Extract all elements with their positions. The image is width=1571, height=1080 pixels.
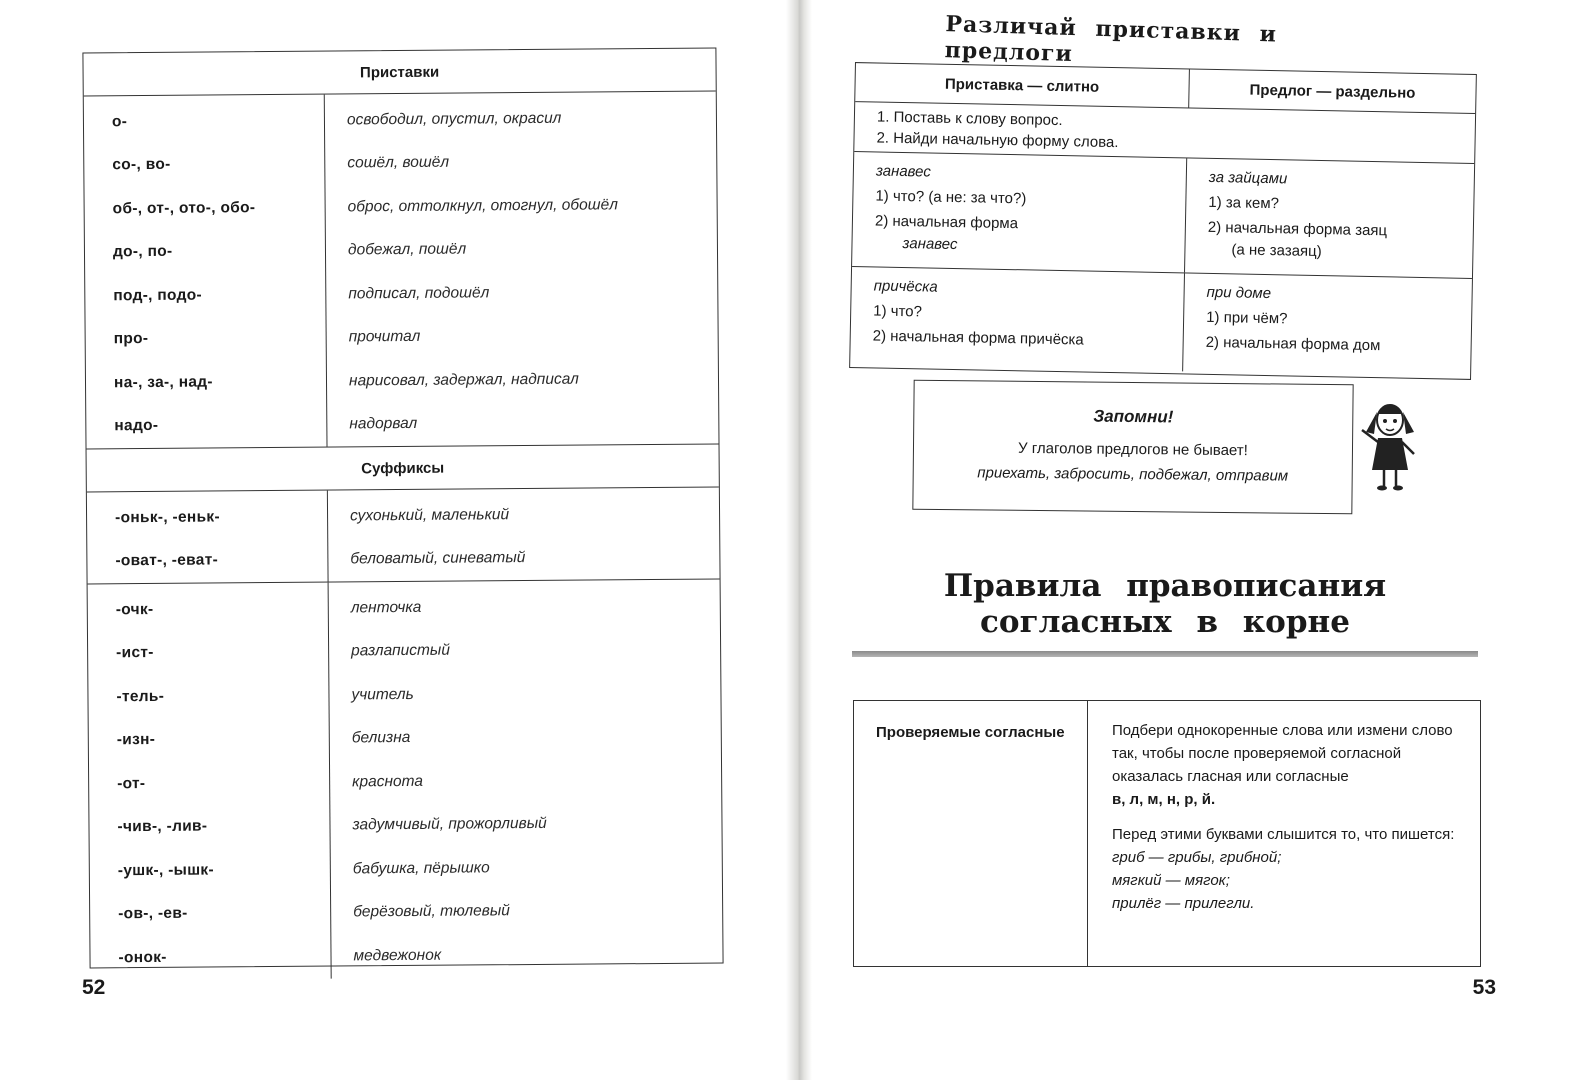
- word: при доме: [1206, 283, 1272, 303]
- suffix-morpheme: -тель-: [116, 687, 165, 706]
- suffix-row: [115, 495, 327, 540]
- prefix-example: [347, 139, 716, 185]
- prefix-example: [347, 96, 716, 142]
- example-text: сухонький, маленький: [349, 505, 510, 525]
- word: причёска: [873, 277, 938, 296]
- line: 1) при чём?: [1205, 308, 1288, 328]
- rule-example: прилёг — прилегли.: [1112, 895, 1255, 912]
- word: занавес: [875, 162, 931, 181]
- suffix-morpheme: -ист-: [116, 644, 154, 662]
- girl-illustration-icon: [1356, 392, 1424, 492]
- line: 1) что? (а не: за что?): [875, 187, 1027, 208]
- suffix-morpheme: -очк-: [115, 600, 154, 619]
- line: 1) за кем?: [1208, 193, 1280, 213]
- prefix-preposition-title: Различай приставки и предлоги: [944, 11, 1278, 68]
- example-text: оброс, оттолкнул, отогнул, обошёл: [347, 196, 618, 216]
- prefix-morpheme: надо-: [114, 417, 159, 435]
- col-prefix-header: Приставка — слитно: [855, 63, 1190, 107]
- rule-example: мягкий — мягок;: [1112, 872, 1230, 889]
- example-text: нарисовал, задержал, надписал: [348, 370, 579, 390]
- prefix-morpheme: о-: [111, 112, 128, 131]
- example-text: прочитал: [348, 328, 421, 346]
- suffix-morpheme: -от-: [117, 774, 146, 793]
- example-text: белизна: [351, 729, 411, 747]
- line: 1) что?: [873, 302, 923, 321]
- example-text: сошёл, вошёл: [347, 153, 450, 172]
- rules-title-line: Правила правописания: [943, 568, 1387, 604]
- prefixes-section: [84, 92, 719, 450]
- suffixes-noun-section: [88, 580, 723, 980]
- suffix-row: [117, 717, 329, 762]
- prefix-row: [114, 360, 326, 405]
- rule-text: Подбери однокоренные слова или измени слово так, чтобы после проверяемой согласной оказалась гласная или согласные: [1112, 722, 1453, 785]
- suffixes-adjective-section: [87, 488, 720, 585]
- suffix-morpheme: -ушк-, -ышк-: [117, 861, 214, 880]
- suffix-row: [117, 761, 329, 806]
- table-row: [850, 267, 1472, 377]
- line: 2) начальная форма заяц: [1207, 218, 1388, 240]
- line: (а не зазаяц): [1231, 241, 1322, 261]
- example-text: разлапистый: [351, 641, 450, 660]
- prefix-row: [113, 273, 325, 318]
- example-text: добежал, пошёл: [347, 240, 467, 259]
- suffix-row: [116, 587, 328, 632]
- suffix-example: [350, 492, 719, 538]
- suffix-morpheme: -оват-, -еват-: [115, 551, 219, 570]
- suffix-row: [118, 891, 330, 936]
- suffix-row: [116, 630, 328, 675]
- remember-title: Запомни!: [1093, 406, 1174, 427]
- word: за зайцами: [1208, 168, 1288, 188]
- prefix-example: [349, 357, 718, 403]
- suffix-example: [352, 714, 721, 760]
- prefix-preposition-table: [849, 62, 1477, 380]
- prefix-example: [348, 270, 717, 316]
- example-text: беловатый, синеватый: [350, 549, 526, 568]
- step-1: 1. Поставь к слову вопрос.: [876, 108, 1063, 130]
- line: 2) начальная форма дом: [1205, 333, 1381, 355]
- example-text: медвежонок: [353, 946, 442, 965]
- prefix-row: [112, 186, 324, 231]
- prefix-morpheme: об-, от-, ото-, обо-: [112, 198, 256, 218]
- prefix-example: [349, 400, 718, 446]
- example-text: освободил, опустил, окрасил: [346, 109, 562, 129]
- example-text: надорвал: [349, 415, 418, 433]
- suffix-morpheme: -оньк-, -еньк-: [114, 508, 220, 527]
- suffix-example: [353, 932, 722, 978]
- page-number-right: 53: [1472, 976, 1496, 999]
- rule-letters: в, л, м, н, р, й.: [1112, 791, 1216, 808]
- suffix-morpheme: -ов-, -ев-: [118, 904, 188, 923]
- suffix-examples-column: [328, 488, 720, 582]
- suffixes-header: Суффиксы: [87, 445, 719, 493]
- prefix-morpheme: под-, подо-: [113, 286, 203, 305]
- suffix-row: [118, 935, 330, 980]
- col-preposition-header: Предлог — раздельно: [1249, 81, 1416, 102]
- preposition-cell: [1183, 273, 1472, 376]
- prefix-example: [347, 183, 716, 229]
- suffix-morpheme: -изн-: [116, 731, 156, 749]
- line: 2) начальная форма причёска: [872, 327, 1084, 349]
- prefix-examples-column: [325, 92, 719, 447]
- remember-box: [912, 380, 1353, 515]
- consonant-rules-title: [880, 568, 1450, 640]
- prefixes-header: Приставки: [83, 49, 715, 97]
- prefix-row: [113, 229, 325, 274]
- suffix-example: [351, 671, 720, 717]
- suffix-row: [116, 674, 328, 719]
- rules-title-line: согласных в корне: [980, 604, 1350, 640]
- rule-text-cell: [1088, 701, 1480, 966]
- suffix-morpheme: -чив-, -лив-: [117, 817, 208, 836]
- example-text: бабушка, пёрышко: [352, 859, 490, 878]
- prefix-morpheme: до-, по-: [112, 243, 173, 261]
- prefix-example: [348, 313, 717, 359]
- step-2: 2. Найди начальную форму слова.: [876, 129, 1119, 152]
- prefix-row: [112, 99, 324, 144]
- prefix-row: [113, 316, 325, 361]
- suffixes-column: [88, 583, 332, 980]
- preposition-cell: [1185, 158, 1474, 277]
- rule-text-2: Перед этими буквами слышится то, что пишется:: [1112, 826, 1455, 843]
- suffix-example: [352, 758, 721, 804]
- example-text: краснота: [352, 772, 424, 791]
- suffixes-column: [87, 491, 329, 584]
- line: 2) начальная форма: [874, 212, 1019, 233]
- rule-name-cell: Проверяемые согласные: [854, 701, 1088, 966]
- prefix-row: [114, 403, 326, 448]
- prefix-example: [348, 226, 717, 272]
- suffix-example: [353, 888, 722, 934]
- example-text: задумчивый, прожорливый: [352, 815, 547, 834]
- line: занавес: [902, 235, 958, 254]
- example-text: подписал, подошёл: [348, 284, 490, 303]
- suffix-example: [352, 801, 721, 847]
- morpheme-table: [82, 48, 723, 969]
- prefix-morpheme: про-: [113, 330, 149, 348]
- suffix-example: [351, 584, 720, 630]
- prefix-cell: [852, 152, 1187, 272]
- suffix-examples-column: [329, 580, 723, 979]
- suffix-row: [115, 538, 327, 583]
- prefix-morpheme: со-, во-: [112, 156, 171, 174]
- suffix-row: [118, 848, 330, 893]
- example-text: ленточка: [350, 598, 422, 617]
- suffix-morpheme: -онок-: [118, 948, 167, 966]
- table-row: [852, 152, 1474, 279]
- suffix-example: [351, 627, 720, 673]
- page-number-left: 52: [82, 976, 106, 999]
- suffix-example: [353, 845, 722, 891]
- remember-examples: приехать, забросить, подбежал, отправим: [977, 464, 1289, 485]
- consonant-rule-table: [853, 700, 1481, 967]
- rule-example: гриб — грибы, грибной;: [1112, 849, 1282, 866]
- prefix-row: [112, 142, 324, 187]
- example-text: берёзовый, тюлевый: [353, 902, 510, 921]
- prefix-cell: [850, 267, 1185, 371]
- prefix-morpheme: на-, за-, над-: [113, 373, 213, 392]
- title-underline-bar: [852, 651, 1478, 657]
- suffix-row: [117, 804, 329, 849]
- remember-text: У глаголов предлогов не бывает!: [1017, 439, 1248, 460]
- example-text: учитель: [351, 685, 414, 704]
- book-gutter: [786, 0, 812, 1080]
- suffix-example: [350, 535, 719, 581]
- prefixes-column: [84, 95, 328, 449]
